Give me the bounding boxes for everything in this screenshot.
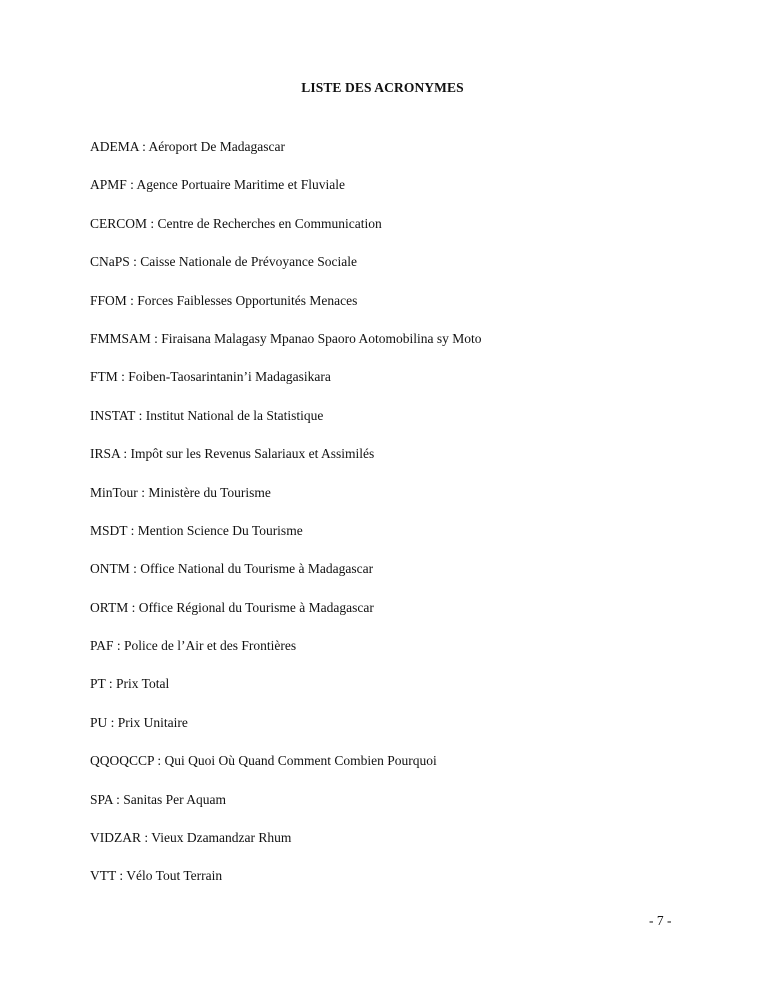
acronym-entry	[90, 215, 710, 253]
acronym-abbreviation: INSTAT	[90, 407, 136, 423]
acronym-separator: :	[112, 791, 124, 807]
acronym-separator: :	[147, 215, 158, 231]
acronym-meaning: Firaisana Malagasy Mpanao Spaoro Aotomobilina sy Moto	[161, 330, 482, 346]
acronym-entry	[90, 368, 710, 406]
acronym-entry	[90, 176, 710, 214]
acronym-meaning: Office Régional du Tourisme à Madagascar	[138, 599, 374, 615]
acronym-entry	[90, 791, 710, 829]
acronym-entry	[90, 675, 710, 713]
acronym-meaning: Vélo Tout Terrain	[126, 868, 223, 884]
acronym-abbreviation: PAF	[90, 638, 114, 654]
acronym-meaning: Ministère du Tourisme	[148, 484, 271, 500]
acronym-abbreviation: FMMSAM	[90, 330, 151, 346]
acronym-meaning: Vieux Dzamandzar Rhum	[151, 830, 292, 846]
acronym-meaning: Prix Total	[116, 676, 170, 692]
acronym-separator: :	[126, 292, 138, 308]
acronym-entry	[90, 253, 710, 291]
acronym-abbreviation: QQOQCCP	[90, 753, 155, 769]
acronym-list	[90, 138, 710, 906]
page-number: - 7 -	[649, 913, 672, 928]
acronym-entry	[90, 292, 710, 330]
acronym-separator: :	[117, 369, 129, 385]
acronym-entry	[90, 637, 710, 675]
acronym-meaning: Foiben-Taosarintanin’i Madagasikara	[128, 369, 331, 385]
acronym-separator: :	[113, 638, 125, 654]
acronym-meaning: Agence Portuaire Maritime et Fluviale	[136, 177, 345, 193]
acronym-entry	[90, 445, 710, 483]
acronym-abbreviation: VIDZAR	[90, 830, 141, 846]
acronym-meaning: Prix Unitaire	[117, 714, 188, 730]
acronym-entry	[90, 138, 710, 176]
acronym-abbreviation: MSDT	[90, 522, 128, 538]
acronym-meaning: Impôt sur les Revenus Salariaux et Assimilés	[130, 446, 375, 462]
acronym-entry	[90, 407, 710, 445]
acronym-entry	[90, 522, 710, 560]
acronym-abbreviation: APMF	[90, 177, 127, 193]
acronym-abbreviation: MinTour	[90, 484, 138, 500]
acronym-abbreviation: FFOM	[90, 292, 127, 308]
acronym-entry	[90, 560, 710, 598]
acronym-meaning: Qui Quoi Où Quand Comment Combien Pourquoi	[164, 753, 437, 769]
acronym-meaning: Sanitas Per Aquam	[123, 791, 227, 807]
acronym-abbreviation: PU	[90, 714, 108, 730]
acronym-entry	[90, 599, 710, 637]
acronym-entry	[90, 330, 710, 368]
acronym-separator: :	[120, 446, 131, 462]
acronym-entry	[90, 829, 710, 867]
acronym-abbreviation: CNaPS	[90, 254, 130, 270]
acronym-abbreviation: CERCOM	[90, 215, 148, 231]
acronym-separator: :	[127, 522, 138, 538]
acronym-meaning: Mention Science Du Tourisme	[137, 522, 303, 538]
acronym-separator: :	[138, 139, 149, 154]
acronym-meaning: Office National du Tourisme à Madagascar	[140, 561, 374, 577]
acronym-separator: :	[137, 484, 149, 500]
acronym-meaning: Caisse Nationale de Prévoyance Sociale	[140, 254, 357, 270]
acronym-separator: :	[105, 676, 117, 692]
page-title: LISTE DES ACRONYMES	[301, 80, 464, 95]
acronym-abbreviation: PT	[90, 676, 106, 692]
acronym-meaning: Aéroport De Madagascar	[148, 139, 285, 154]
acronym-meaning: Forces Faiblesses Opportunités Menaces	[137, 292, 358, 308]
acronym-separator: :	[154, 753, 165, 769]
acronym-separator: :	[129, 254, 141, 270]
acronym-separator: :	[135, 407, 146, 423]
acronym-meaning: Institut National de la Statistique	[145, 407, 324, 423]
acronym-separator: :	[116, 868, 127, 884]
acronym-abbreviation: IRSA	[90, 446, 121, 462]
acronym-abbreviation: ORTM	[90, 599, 129, 615]
acronym-abbreviation: SPA	[90, 791, 113, 807]
acronym-entry	[90, 867, 710, 905]
acronym-separator: :	[126, 177, 137, 193]
acronym-abbreviation: ONTM	[90, 561, 130, 577]
acronym-separator: :	[141, 830, 152, 846]
acronym-abbreviation: FTM	[90, 369, 118, 385]
acronym-abbreviation: ADEMA	[90, 139, 139, 154]
acronym-separator: :	[128, 599, 139, 615]
acronym-meaning: Centre de Recherches en Communication	[157, 215, 382, 231]
acronym-separator: :	[129, 561, 141, 577]
acronym-meaning: Police de l’Air et des Frontières	[124, 638, 297, 654]
acronym-entry	[90, 714, 710, 752]
acronym-separator: :	[107, 714, 118, 730]
acronym-entry	[90, 484, 710, 522]
acronym-abbreviation: VTT	[90, 868, 116, 884]
acronym-entry	[90, 752, 710, 790]
acronym-separator: :	[150, 330, 162, 346]
